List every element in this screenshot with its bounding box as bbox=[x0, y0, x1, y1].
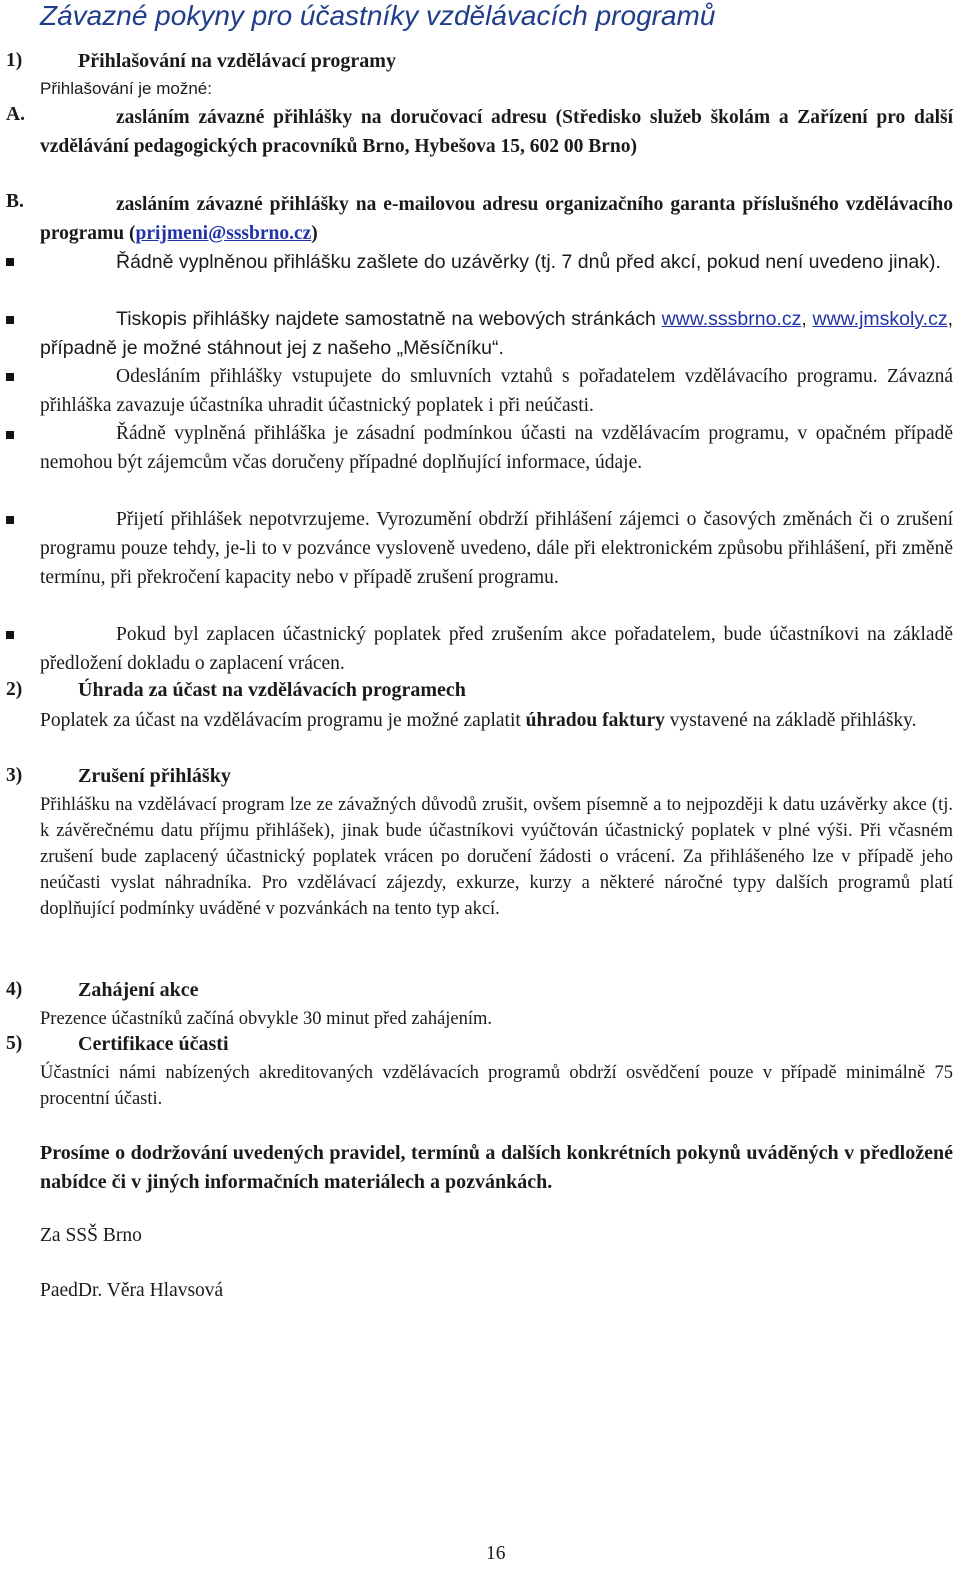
option-b-label: zasláním závazné přihlášky na e-mailovou adresu organizačního garanta příslušného vzdělávacího programu ( bbox=[40, 194, 953, 244]
option-b-text bbox=[40, 191, 953, 249]
sssbrno-link[interactable]: www.sssbrno.cz bbox=[661, 308, 802, 330]
bullet-icon bbox=[6, 373, 14, 381]
rule-form-text: Tiskopis přihlášky najdete samostatně na webových stránkách bbox=[116, 308, 662, 330]
section-5-text: Účastníci námi nabízených akreditovaných vzdělávacích programů obdrží osvědčení pouze v případě minimálně 75 procentní účasti. bbox=[40, 1063, 953, 1109]
rule-complete-form: Řádně vyplněná přihláška je zásadní podmínkou účasti na vzdělávacím programu, v opačném případě nemohou být zájemcům včas doručeny případné doplňující informace, údaje. bbox=[40, 423, 953, 473]
section-2-text bbox=[40, 707, 953, 736]
option-a-text: zasláním závazné přihlášky na doručovací adresu (Středisko služeb školám a Zařízení pro další vzdělávání pedagogických pracovníků Brno, Hybešova 15, 602 00 Brno) bbox=[40, 107, 953, 157]
organizer-email-link[interactable]: prijmeni@sssbrno.cz bbox=[135, 222, 312, 244]
payment-text-tail: vystavené na základě přihlášky. bbox=[664, 710, 917, 731]
section-4-number: 4) bbox=[6, 979, 23, 1000]
rule-confirmation: Přijetí přihlášek nepotvrzujeme. Vyrozumění obdrží přihlášení zájemci o časových změnách či o zrušení programu pouze tehdy, je-li to v pozvánce vysloveně uvedeno, dále při elektronickém způsobu přihlášení, při změně termínu, při překročení kapacity nebo v případě zrušení programu. bbox=[40, 509, 953, 588]
section-2-number: 2) bbox=[6, 679, 23, 700]
bullet-icon bbox=[6, 316, 14, 324]
rule-form-download bbox=[40, 305, 953, 363]
payment-text: Poplatek za účast na vzdělávacím programu je možné zaplatit bbox=[40, 710, 526, 731]
section-5-number: 5) bbox=[6, 1033, 23, 1054]
signoff-organization: Za SSŠ Brno bbox=[40, 1225, 142, 1246]
bullet-icon bbox=[6, 431, 14, 439]
jmskoly-link[interactable]: www.jmskoly.cz bbox=[812, 308, 948, 330]
rule-contract: Odesláním přihlášky vstupujete do smluvních vztahů s pořadatelem vzdělávacího programu. Závazná přihláška zavazuje účastníka uhradit účastnický poplatek i při neúčasti. bbox=[40, 366, 953, 416]
section-5-heading: Certifikace účasti bbox=[78, 1033, 229, 1055]
section-1-intro: Přihlašování je možné: bbox=[40, 79, 212, 98]
rule-deadline: Řádně vyplněnou přihlášku zašlete do uzávěrky (tj. 7 dnů před akcí, pokud není uvedeno jinak). bbox=[116, 251, 941, 273]
section-3-number: 3) bbox=[6, 765, 23, 786]
link-separator: , bbox=[801, 308, 813, 330]
section-3-heading: Zrušení přihlášky bbox=[78, 765, 231, 787]
section-3-text: Přihlášku na vzdělávací program lze ze závažných důvodů zrušit, ovšem písemně a to nejpozději k datu uzávěrky akce (tj. k závěrečnému datu příjmu přihlášek), jinak bude účastníkovi vyúčtován účastnický poplatek v plné výši. Při včasném zrušení bude zaplacený účastnický poplatek vrácen po doručení žádosti o vrácení. Za přihlášeného lze v případě jeho neúčasti vyslat náhradníka. Pro vzdělávací zájezdy, exkurze, kurzy a některé náročné typy dalších programů platí doplňující podmínky uváděné v pozvánkách na tento typ akcí. bbox=[40, 795, 953, 919]
section-4-text: Prezence účastníků začíná obvykle 30 minut před zahájením. bbox=[40, 1009, 493, 1029]
option-b-close: ) bbox=[311, 222, 318, 244]
closing-request: Prosíme o dodržování uvedených pravidel, termínů a dalších konkrétních pokynů uváděných v předložené nabídce či v jiných informačních materiálech a pozvánkách. bbox=[40, 1142, 953, 1193]
option-b-letter: B. bbox=[6, 191, 24, 212]
bullet-icon bbox=[6, 631, 14, 639]
payment-method: úhradou faktury bbox=[525, 710, 665, 731]
page-title: Závazné pokyny pro účastníky vzdělávacích programů bbox=[40, 0, 716, 31]
rule-refund: Pokud byl zaplacen účastnický poplatek před zrušením akce pořadatelem, bude účastníkovi na základě předložení dokladu o zaplacení vrácen. bbox=[40, 624, 953, 674]
section-2-heading: Úhrada za účast na vzdělávacích programech bbox=[78, 679, 466, 701]
bullet-icon bbox=[6, 516, 14, 524]
bullet-icon bbox=[6, 258, 14, 266]
section-4-heading: Zahájení akce bbox=[78, 979, 199, 1001]
option-a-letter: A. bbox=[6, 104, 25, 125]
rule-form-tail: , případně je možné stáhnout jej z našeho „Měsíčníku“. bbox=[40, 308, 953, 359]
section-1-heading: Přihlašování na vzdělávací programy bbox=[78, 50, 396, 72]
section-1-number: 1) bbox=[6, 50, 23, 71]
signature-name: PaedDr. Věra Hlavsová bbox=[40, 1280, 224, 1301]
page-number: 16 bbox=[486, 1543, 506, 1564]
